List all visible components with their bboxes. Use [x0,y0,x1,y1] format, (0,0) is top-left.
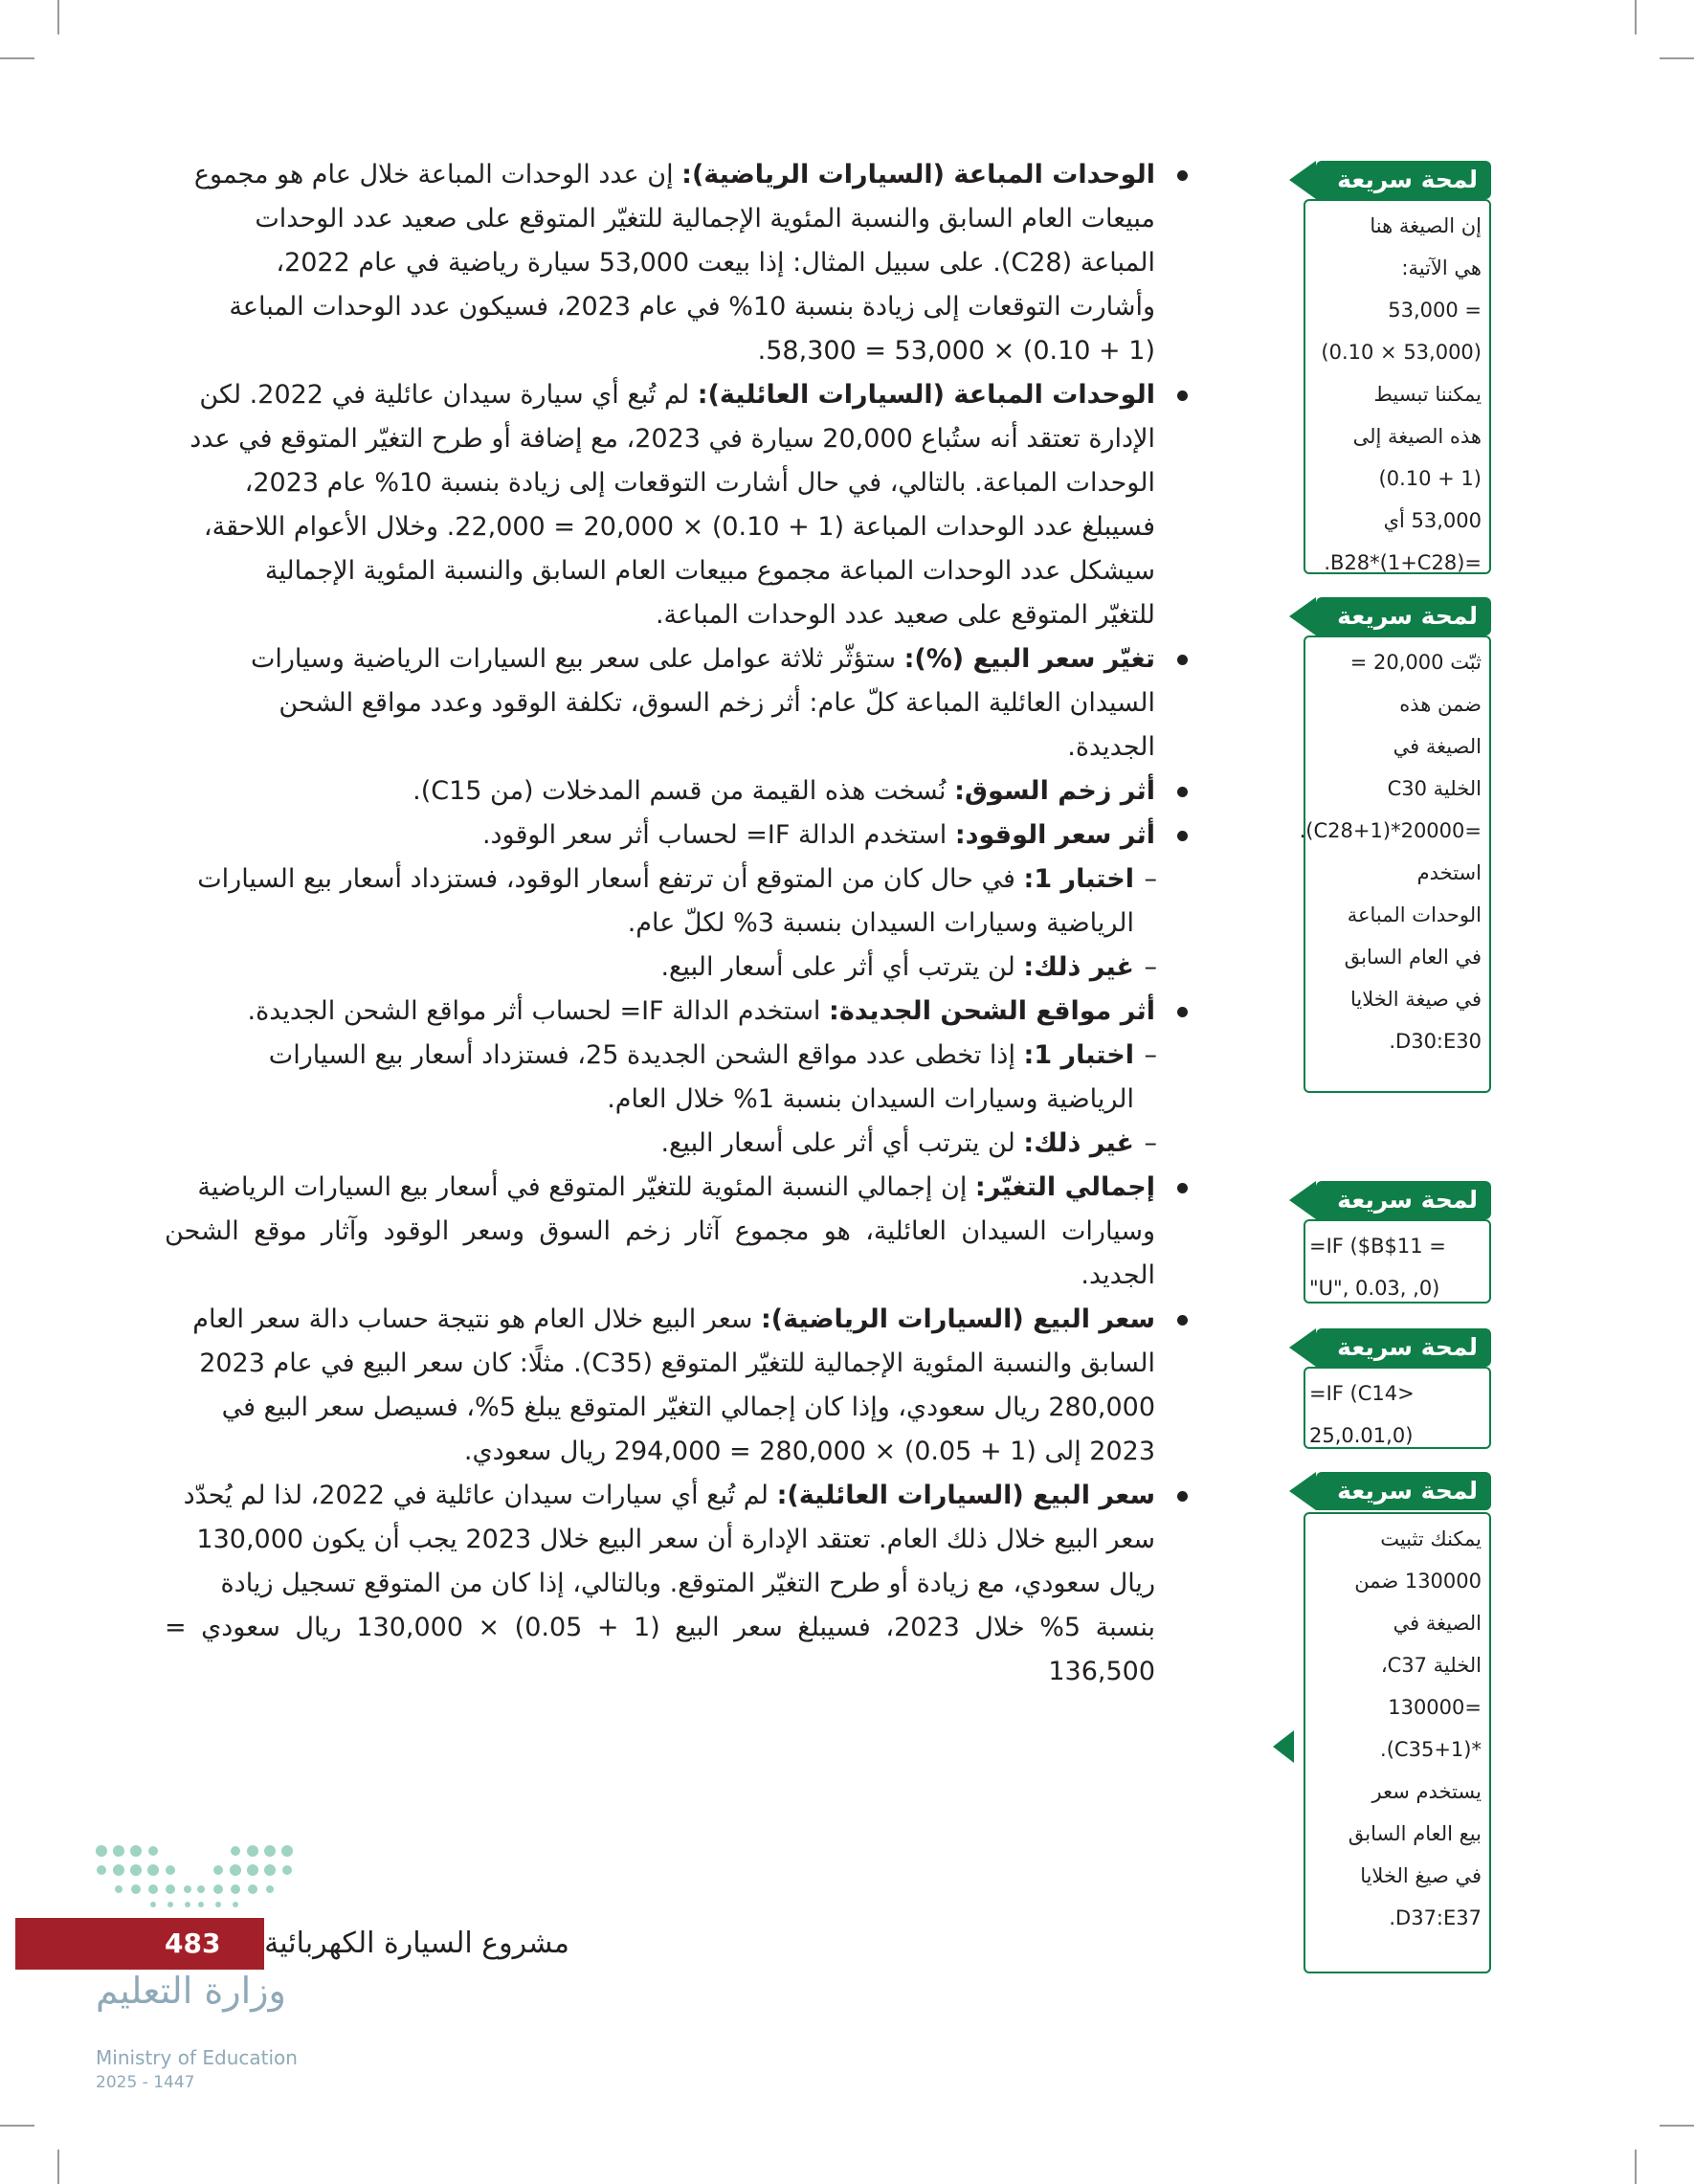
bullet-units-family [165,373,1193,637]
sub-heading: غير ذلك: [1023,952,1134,982]
tip-line: 53,000 أي [1383,509,1482,532]
tip-line: *(1+C35). [1380,1738,1482,1761]
text-line: إن إجمالي النسبة المئوية للتغيّر المتوقع في أسعار بيع السيارات الرياضية [197,1172,975,1202]
tip-line: استخدم [1416,861,1482,884]
ministry-name-english: Ministry of Education [96,2046,298,2069]
text-line: السابق والنسبة المئوية الإجمالية للتغيّر المتوقع (C35). مثلًا: كان سعر البيع في عام 2023 [199,1348,1155,1378]
crop-mark [1660,2125,1694,2127]
bullet-units-sports [165,153,1193,373]
tip-line: يمكننا تبسيط [1373,383,1482,406]
tip-box-fixed-price [1304,1472,1491,1973]
text-line: استخدم الدالة IF= لحساب أثر سعر الوقود. [481,820,955,850]
tip-title: لمحة سريعة [1316,1328,1491,1367]
tip-box-fixed-units [1299,597,1491,1093]
tip-line: 25,0.01,0) [1309,1424,1414,1447]
text-line: لن يترتب أي أثر على أسعار البيع. [660,1128,1024,1158]
tip-line: =B28*(1+C28). [1324,551,1482,574]
text-line: المباعة (C28). على سبيل المثال: إذا بيعت 53,000 سيارة رياضية في عام 2022، [276,248,1155,278]
bullet-heading: أثر مواقع الشحن الجديدة: [829,996,1155,1026]
tip-title: لمحة سريعة [1316,1181,1491,1219]
tip-title: لمحة سريعة [1316,161,1491,199]
tip-box-fuel-if [1304,1181,1491,1304]
bullet-price-change [165,637,1193,769]
text-line: استخدم الدالة IF= لحساب أثر مواقع الشحن الجديدة. [247,996,830,1026]
text-line: نُسخت هذه القيمة من قسم المدخلات (من C15). [412,776,955,806]
crop-mark [1660,57,1694,59]
text-line: ريال سعودي، مع زيادة أو طرح التغيّر المتوقع. وبالتالي، إذا كان من المتوقع تسجيل زيادة [220,1569,1155,1598]
crop-mark [57,0,59,34]
text-line: لم تُبع أي سيارة سيدان عائلية في 2022. لكن [199,380,698,410]
sub-item-test-1-charging [165,1034,1193,1122]
crop-mark [1635,2150,1637,2184]
tip-line: يستخدم سعر [1371,1780,1482,1803]
text-line: وسيارات السيدان العائلية، هو مجموع آثار زخم السوق وسعر الوقود وآثار موقع الشحن الجديد. [165,1216,1155,1290]
main-text [165,153,1193,1694]
text-line: سعر البيع خلال العام هو نتيجة حساب دالة سعر العام [192,1304,761,1334]
text-line: في حال كان من المتوقع أن ترتفع أسعار الوقود، فستزداد أسعار بيع السيارات [197,864,1024,894]
tip-body [1304,1512,1491,1973]
text-line: مبيعات العام السابق والنسبة المئوية الإجمالية للتغيّر المتوقع على صعيد عدد الوحدات [255,204,1155,234]
text-line: الإدارة تعتقد أنه ستُباع 20,000 سيارة في 2023، مع إضافة أو طرح التغيّر المتوقع في عدد [189,424,1155,454]
tip-box-units-formula [1304,161,1491,574]
text-line: بنسبة 5% خلال 2023، فسيبلغ سعر البيع (1 + 0.05) × 130,000 ريال سعودي = 136,500 [165,1613,1155,1686]
tip-line: إن الصيغة هنا [1370,214,1482,237]
sub-heading: غير ذلك: [1023,1128,1134,1158]
bullet-heading: تغيّر سعر البيع (%): [903,644,1155,674]
text-line: سيشكل عدد الوحدات المباعة مجموع مبيعات العام السابق والنسبة المئوية الإجمالية [264,556,1155,586]
tip-line: D37:E37. [1389,1906,1482,1929]
text-line: ستؤثّر ثلاثة عوامل على سعر بيع السيارات الرياضية وسيارات [250,644,904,674]
text-line: السيدان العائلية المباعة كلّ عام: أثر زخم السوق، تكلفة الوقود وعدد مواقع الشحن [279,688,1155,718]
tip-title: لمحة سريعة [1316,1472,1491,1510]
crop-mark [57,2150,59,2184]
bullet-market-momentum [165,769,1193,813]
tip-body [1299,635,1491,1093]
tip-body [1304,1367,1491,1449]
sub-item-test-1-fuel [165,858,1193,946]
tip-line: هي الآتية: [1401,256,1482,279]
text-line: الرياضية وسيارات السيدان بنسبة 3% لكلّ عام. [627,908,1134,938]
tip-line: في صيغة الخلايا [1349,988,1482,1011]
bullet-fuel-price [165,813,1193,858]
tip-line: =IF (C14> [1309,1382,1415,1405]
sub-heading: اختبار 1: [1023,864,1134,894]
tip-line: الصيغة في [1393,1612,1482,1635]
bullet-heading: أثر سعر الوقود: [954,820,1155,850]
text-line: إذا تخطى عدد مواقع الشحن الجديدة 25، فستزداد أسعار بيع السيارات [268,1040,1024,1070]
bullet-price-sports [165,1298,1193,1474]
tip-line: الصيغة في [1393,735,1482,758]
text-line: فسيبلغ عدد الوحدات المباعة (1 + 0.10) × 20,000 = 22,000. وخلال الأعوام اللاحقة، [203,512,1155,542]
text-line: إن عدد الوحدات المباعة خلال عام هو مجموع [193,160,682,189]
tip-line: (1 + 0.10) [1378,467,1482,490]
bullet-total-change [165,1166,1193,1298]
tip-line: =20000*(1+C28). [1299,819,1482,842]
bullet-charging-sites [165,990,1193,1034]
text-line: للتغيّر المتوقع على صعيد عدد الوحدات المباعة. [655,600,1155,630]
tip-line: 130000 ضمن [1354,1570,1482,1593]
tip-line: =130000 [1388,1696,1482,1719]
tip-body [1304,199,1491,574]
tip-line: الوحدات المباعة [1347,903,1482,926]
text-line: لن يترتب أي أثر على أسعار البيع. [660,952,1024,982]
page-number: 483 [165,1918,220,1970]
text-line: 280,000 ريال سعودي، وإذا كان إجمالي التغيّر المتوقع يبلغ 5%، فسيصل سعر البيع في [221,1393,1155,1422]
tip-title: لمحة سريعة [1316,597,1491,635]
bullet-heading: سعر البيع (السيارات الرياضية): [760,1304,1155,1334]
crop-mark [0,57,34,59]
tip-line: بيع العام السابق [1348,1822,1482,1845]
text-line: وأشارت التوقعات إلى زيادة بنسبة 10% في عام 2023، فسيكون عدد الوحدات المباعة [229,292,1155,322]
bullet-price-family [165,1474,1193,1694]
text-line: 2023 إلى (1 + 0.05) × 280,000 = 294,000 ريال سعودي. [463,1437,1155,1466]
tip-line: ضمن هذه [1399,693,1482,716]
bullet-heading: الوحدات المباعة (السيارات العائلية): [697,380,1155,410]
tip-line: =IF ($B$11 = [1309,1235,1446,1258]
tip-line: D30:E30. [1389,1030,1482,1053]
text-line: الوحدات المباعة. بالتالي، في حال أشارت التوقعات إلى زيادة بنسبة 10% عام 2023، [244,468,1155,498]
sub-item-otherwise-fuel [165,946,1193,990]
text-line: الجديدة. [1067,732,1155,762]
tip-line: = 53,000 [1388,299,1482,322]
bullet-heading: إجمالي التغيّر: [974,1172,1155,1202]
tip-pointer-icon [1273,1730,1294,1763]
tip-line: يمكنك تثبيت [1380,1527,1482,1550]
ministry-logo-dots-icon [92,1841,302,1910]
sub-heading: اختبار 1: [1023,1040,1134,1070]
bullet-heading: الوحدات المباعة (السيارات الرياضية): [681,160,1155,189]
sub-item-otherwise-charging [165,1122,1193,1166]
tip-line: الخلية C30 [1387,777,1482,800]
tip-line: "U", 0.03, ,0) [1309,1277,1440,1300]
tip-line: هذه الصيغة إلى [1352,425,1482,448]
edition-year: 2025 - 1447 [96,2073,195,2092]
tip-box-charging-if [1304,1328,1491,1449]
tip-line: ثبّت 20,000 = [1349,651,1482,674]
ministry-name-arabic: وزارة التعليم [96,1970,286,2012]
text-line: الرياضية وسيارات السيدان بنسبة 1% خلال العام. [607,1084,1134,1114]
page-badge [15,1918,264,1970]
crop-mark [1635,0,1637,34]
text-line: سعر البيع خلال ذلك العام. تعتقد الإدارة أن سعر البيع خلال 2023 يجب أن يكون 130,000 [196,1525,1155,1554]
book-title: مشروع السيارة الكهربائية [264,1927,569,1960]
bullet-heading: أثر زخم السوق: [954,776,1155,806]
crop-mark [0,2125,34,2127]
tip-body [1304,1219,1491,1304]
tip-line: في العام السابق [1344,946,1482,969]
bullet-heading: سعر البيع (السيارات العائلية): [776,1481,1155,1510]
text-line: (1 + 0.10) × 53,000 = 58,300. [757,336,1155,366]
text-line: لم تُبع أي سيارات سيدان عائلية في 2022، لذا لم يُحدّد [183,1481,777,1510]
tip-line: في صيغ الخلايا [1360,1864,1482,1887]
tip-line: الخلية C37، [1380,1654,1482,1677]
tip-line: (53,000 × 0.10) [1321,341,1482,364]
